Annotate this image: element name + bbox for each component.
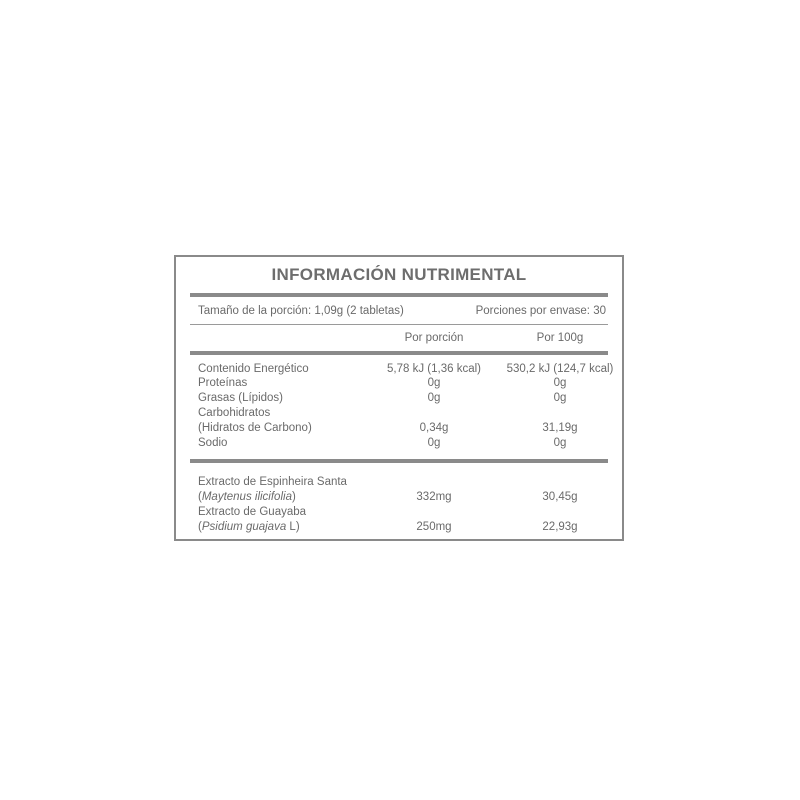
- nutrient-name-continued: (Hidratos de Carbono): [198, 422, 312, 434]
- nutrient-name: Contenido Energético: [198, 363, 309, 375]
- nutrient-per-serving: 0g: [427, 392, 441, 404]
- thick-divider: [190, 351, 608, 355]
- extract-scientific-name: (Maytenus ilicifolia): [198, 491, 296, 503]
- extract-name: Extracto de Espinheira Santa: [198, 476, 347, 488]
- column-header-per-serving: Por porción: [404, 332, 464, 344]
- serving-size: Tamaño de la porción: 1,09g (2 tabletas): [198, 305, 404, 317]
- nutrient-name: Sodio: [198, 437, 228, 449]
- nutrition-facts-panel: [174, 255, 624, 541]
- nutrient-per-serving: 5,78 kJ (1,36 kcal): [387, 363, 481, 375]
- nutrient-name: Grasas (Lípidos): [198, 392, 284, 404]
- thick-divider: [190, 293, 608, 297]
- extract-scientific-name: (Psidium guajava L): [198, 521, 300, 533]
- extract-per-serving: 250mg: [416, 521, 452, 533]
- thin-divider: [190, 324, 608, 325]
- extract-name: Extracto de Guayaba: [198, 506, 307, 518]
- nutrient-per-serving: 0g: [427, 437, 441, 449]
- servings-per-container: Porciones por envase: 30: [475, 305, 606, 317]
- nutrient-per-100g: 0g: [553, 377, 567, 389]
- nutrient-per-serving: 0,34g: [419, 422, 449, 434]
- nutrient-name: Proteínas: [198, 377, 248, 389]
- nutrient-per-100g: 530,2 kJ (124,7 kcal): [506, 363, 614, 375]
- nutrient-per-100g: 0g: [553, 392, 567, 404]
- panel-title: INFORMACIÓN NUTRIMENTAL: [271, 265, 527, 284]
- nutrient-per-serving: 0g: [427, 377, 441, 389]
- nutrient-per-100g: 31,19g: [542, 422, 578, 434]
- extract-per-serving: 332mg: [416, 491, 452, 503]
- column-header-per-100g: Por 100g: [536, 332, 584, 344]
- nutrient-name: Carbohidratos: [198, 407, 271, 419]
- thick-divider: [190, 459, 608, 463]
- extract-per-100g: 22,93g: [542, 521, 578, 533]
- nutrient-per-100g: 0g: [553, 437, 567, 449]
- extract-per-100g: 30,45g: [542, 491, 578, 503]
